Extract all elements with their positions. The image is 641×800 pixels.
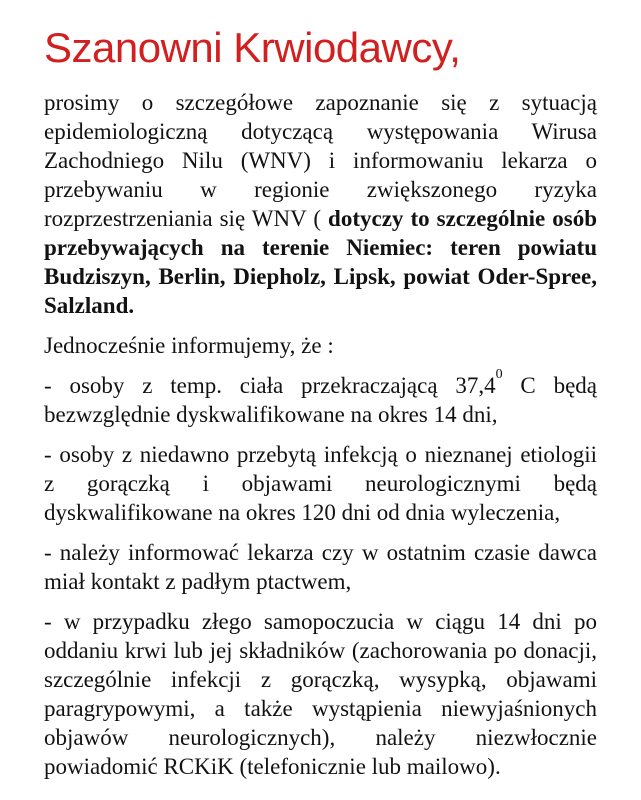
bullet-temperature-text-post: C będą bezwzględnie dyskwalifikowane na okres 14 dni, [44,373,597,428]
bullet-dead-birds: - należy informować lekarza czy w ostatnim czasie dawca miał kontakt z padłym ptactwem, [44,540,597,595]
bullet-temperature [44,367,597,429]
bullet-infection: - osoby z niedawno przebytą infekcją o nieznanej etiologii z gorączką i objawami neurologicznymi będą dyskwalifikowane na okres 120 dni od dnia wyleczenia, [44,442,597,526]
intro-paragraph [44,88,597,320]
bullet-temperature-superscript: 0 [495,367,503,383]
intro-bold-text: dotyczy to szczególnie osób przebywających na terenie Niemiec: teren powiatu Budziszyn, Berlin, Diepholz, Lipsk, powiat Oder-Spree, Salzland. [44,206,597,319]
document-title: Szanowni Krwiodawcy, [44,24,461,71]
bullet-post-donation: - w przypadku złego samopoczucia w ciągu 14 dni po oddaniu krwi lub jej składników (zachorowania po donacji, szczególnie infekcji z gorączką, wysypką, objawami paragrypowymi, a także wystąpienia niewyjaśnionych objawów neurologicznych), należy niezwłocznie powiadomić RCKiK (telefonicznie lub mailowo). [44,609,597,780]
info-lead-line: Jednocześnie informujemy, że : [44,333,334,359]
bullet-temperature-text-pre: - osoby z temp. ciała przekraczającą 37,4 [44,373,496,399]
intro-text: prosimy o szczegółowe zapoznanie się z sytuacją epidemiologiczną dotyczącą występowania Wirusa Zachodniego Nilu (WNV) i informowaniu lekarza o przebywaniu w regionie zwiększonego ryzyka rozprzestrzeniania się WNV ( [44,90,597,232]
